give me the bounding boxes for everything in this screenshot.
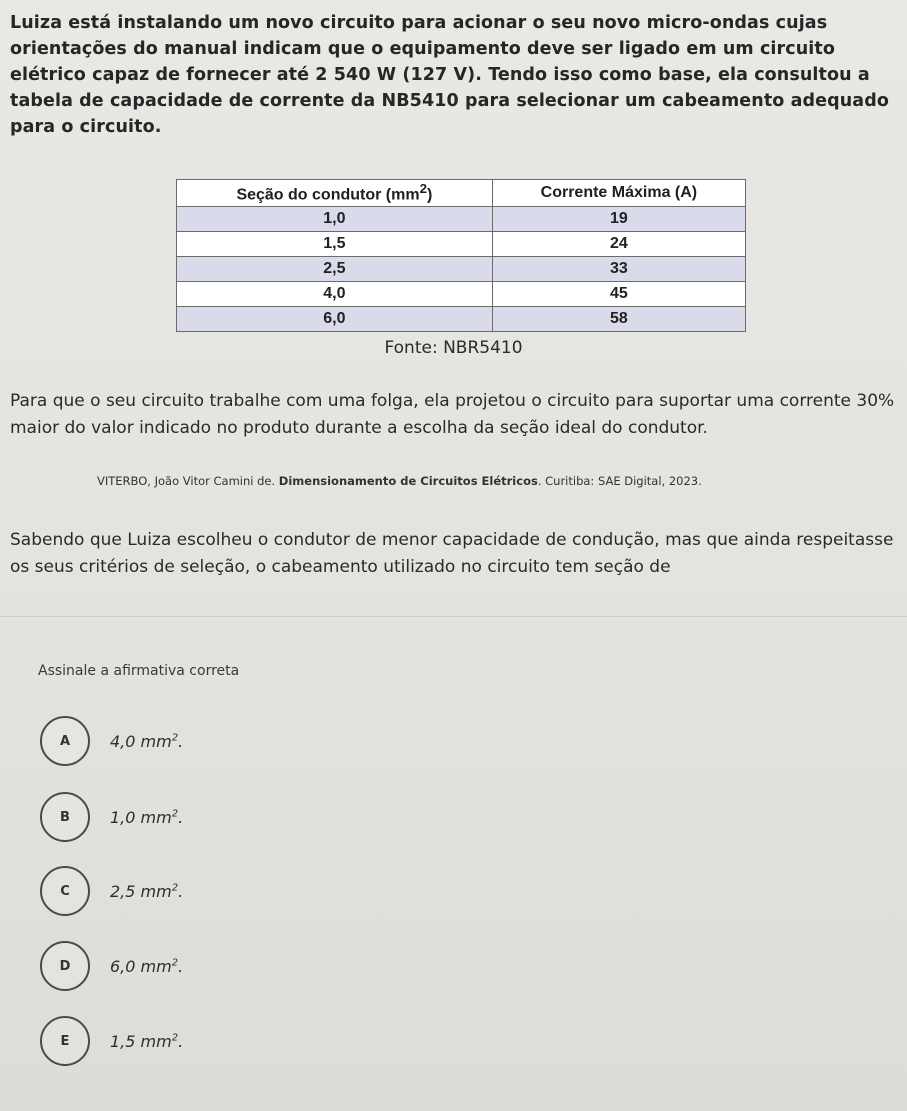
option-end: . [178,731,184,751]
question-stem: Luiza está instalando um novo circuito para acionar o seu novo micro-ondas cujas orientações do manual indicam que o equipamento deve ser ligado em um circuito elétrico capaz de fornecer até 2 540 W (127 V). Tendo isso como base, ela consultou a tabela de capacidade de corrente da NB5410 para selecionar um cabeamento adequado para o circuito. [10,13,889,137]
option-a[interactable] [40,716,183,766]
table-row [177,307,746,332]
section-cell: 6,0 [177,307,493,332]
header-section-exponent: 2 [419,181,427,197]
instruction-text: Assinale a afirmativa correta [38,663,240,679]
header-current: Corrente Máxima (A) [492,180,745,207]
option-value: 1,5 mm [110,1031,172,1051]
option-text [110,1032,183,1051]
option-end: . [178,1031,184,1051]
current-cell: 58 [492,307,745,332]
option-value: 2,5 mm [110,881,172,901]
current-cell: 24 [492,232,745,257]
section-cell: 1,0 [177,207,493,232]
question-text: Sabendo que Luiza escolheu o condutor de menor capacidade de condução, mas que ainda respeitasse os seus critérios de seleção, o cabeamento utilizado no circuito tem seção de [10,530,894,577]
option-letter[interactable]: B [40,792,90,842]
option-letter[interactable]: E [40,1016,90,1066]
option-end: . [178,807,184,827]
table-row [177,257,746,282]
option-value: 4,0 mm [110,731,172,751]
table-row [177,282,746,307]
option-text [110,808,183,827]
option-b[interactable] [40,792,183,842]
section-cell: 2,5 [177,257,493,282]
option-exponent: 2 [171,1032,179,1044]
option-end: . [178,956,184,976]
current-cell: 19 [492,207,745,232]
option-letter[interactable]: C [40,866,90,916]
option-end: . [178,881,184,901]
reference-title: Dimensionamento de Circuitos Elétricos [278,474,538,488]
option-text [110,732,183,751]
divider [0,616,907,617]
reference-rest: . Curitiba: SAE Digital, 2023. [537,474,702,488]
section-cell: 1,5 [177,232,493,257]
option-exponent: 2 [171,732,179,744]
option-letter[interactable]: D [40,941,90,991]
current-cell: 33 [492,257,745,282]
section-cell: 4,0 [177,282,493,307]
option-exponent: 2 [171,808,179,820]
option-exponent: 2 [171,957,179,969]
option-exponent: 2 [171,882,179,894]
reference-author: VITERBO, João Vitor Camini de. [97,474,279,488]
bibliographic-reference [97,474,902,488]
capacity-table [176,179,746,332]
option-c[interactable] [40,866,183,916]
table-row [177,232,746,257]
header-section-close: ) [426,186,433,204]
context-paragraph: Para que o seu circuito trabalhe com uma folga, ela projetou o circuito para suportar uma corrente 30% maior do valor indicado no produto durante a escolha da seção ideal do condutor. [10,391,895,438]
table-row [177,207,746,232]
option-e[interactable] [40,1016,183,1066]
capacity-table-wrapper [176,179,746,332]
header-section-label: Seção do condutor (mm [236,186,420,204]
current-cell: 45 [492,282,745,307]
option-value: 1,0 mm [110,807,172,827]
option-value: 6,0 mm [110,956,172,976]
option-text [110,882,183,901]
table-source: Fonte: NBR5410 [384,338,523,358]
option-letter[interactable]: A [40,716,90,766]
header-section [177,180,493,207]
option-d[interactable] [40,941,183,991]
option-text [110,957,183,976]
